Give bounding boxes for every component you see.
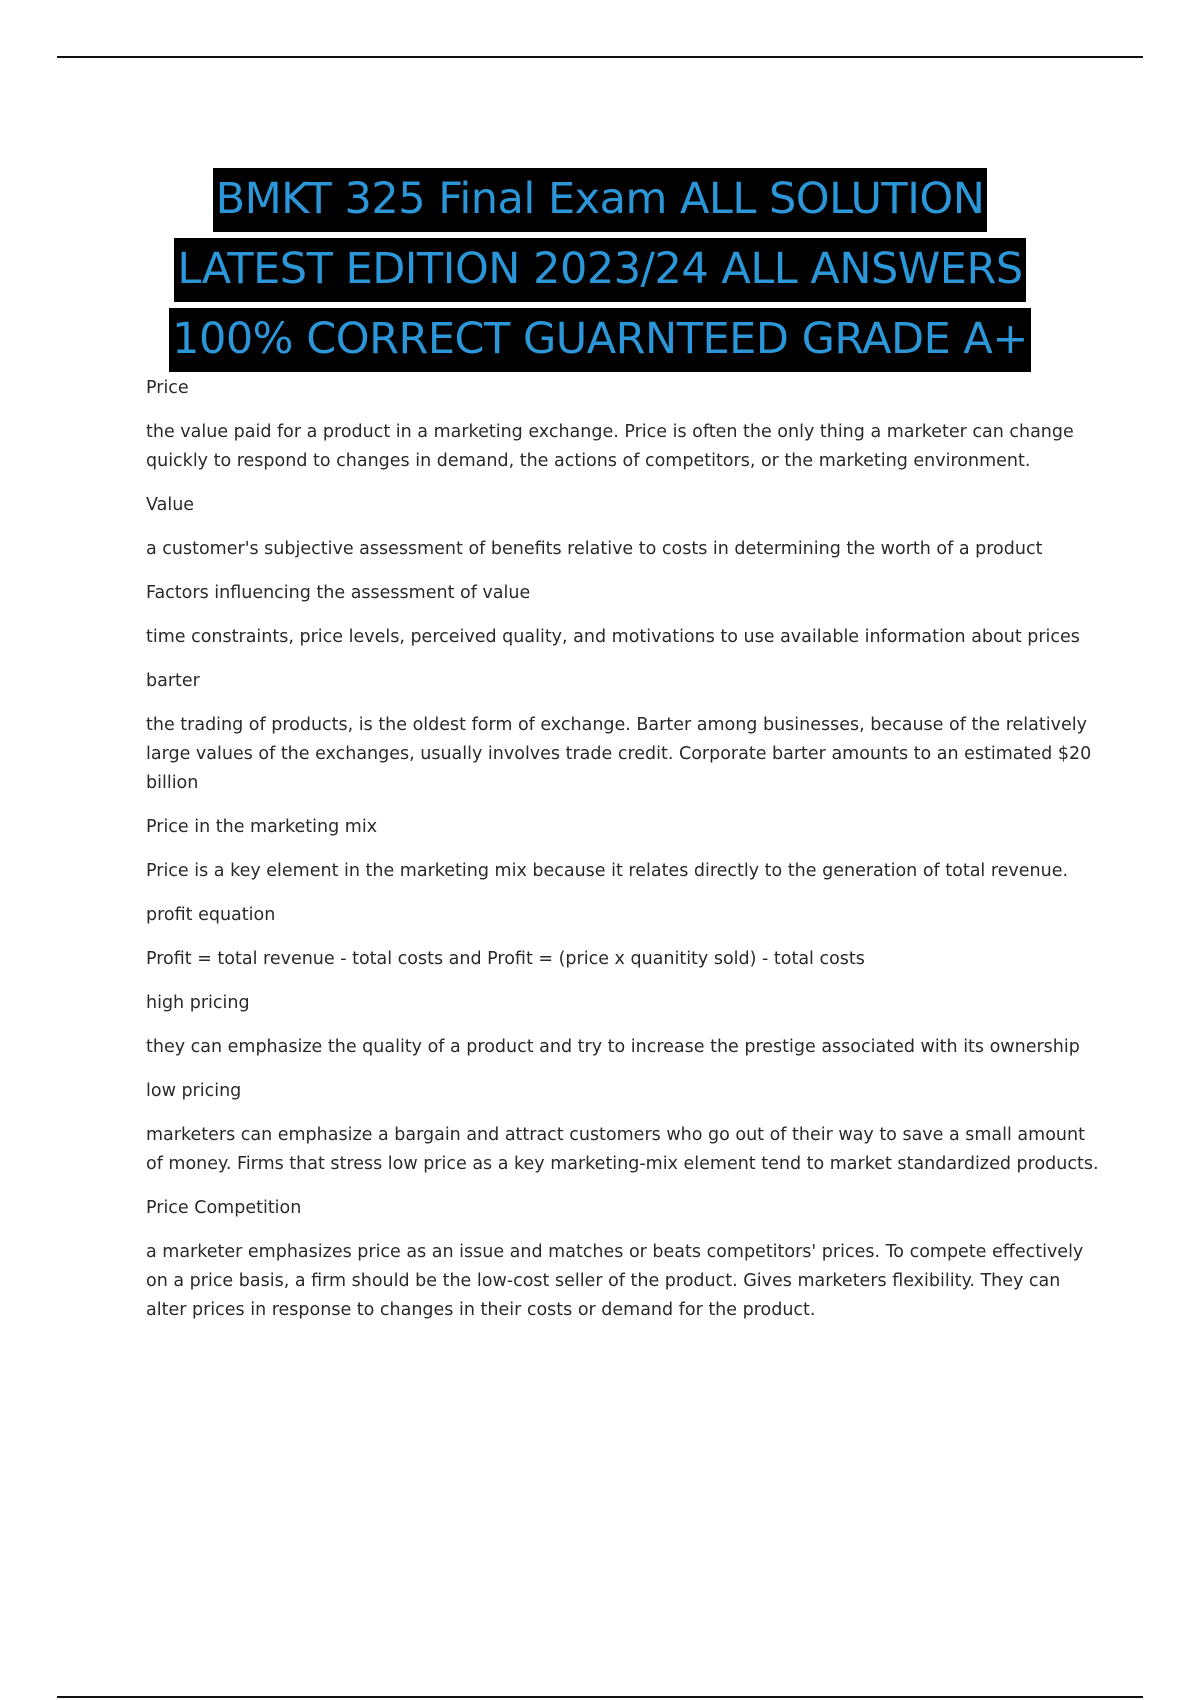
term-price-marketing-mix: Price in the marketing mix: [146, 817, 378, 837]
definition-value: a customer's subjective assessment of benefits relative to costs in determining the worth of a product: [146, 539, 1043, 559]
definition-low-pricing: marketers can emphasize a bargain and attract customers who go out of their way to save a small amount of money. Firms that stress low price as a key marketing-mix element tend to market standardized products.: [146, 1125, 1099, 1174]
document-title: [0, 168, 1200, 378]
definition-factors-value: time constraints, price levels, perceived quality, and motivations to use available information about prices: [146, 627, 1080, 647]
title-line-3: 100% CORRECT GUARNTEED GRADE A+: [169, 308, 1031, 372]
definition-price-marketing-mix: Price is a key element in the marketing mix because it relates directly to the generation of total revenue.: [146, 861, 1069, 881]
title-line-1: BMKT 325 Final Exam ALL SOLUTION: [213, 168, 988, 232]
term-value: Value: [146, 495, 195, 515]
definition-barter: the trading of products, is the oldest form of exchange. Barter among businesses, because of the relatively large values of the exchanges, usually involves trade credit. Corporate barter amounts to an estimated $20 billion: [146, 715, 1092, 793]
definition-price: the value paid for a product in a marketing exchange. Price is often the only thing a marketer can change quickly to respond to changes in demand, the actions of competitors, or the marketing environment.: [146, 422, 1074, 471]
title-line-2: LATEST EDITION 2023/24 ALL ANSWERS: [174, 238, 1025, 302]
term-factors-value: Factors influencing the assessment of value: [146, 583, 531, 603]
term-profit-equation: profit equation: [146, 905, 276, 925]
term-barter: barter: [146, 671, 200, 691]
term-low-pricing: low pricing: [146, 1081, 242, 1101]
term-price-competition: Price Competition: [146, 1198, 302, 1218]
definition-high-pricing: they can emphasize the quality of a product and try to increase the prestige associated with its ownership: [146, 1037, 1080, 1057]
qa-content: [146, 374, 1106, 1340]
definition-price-competition: a marketer emphasizes price as an issue and matches or beats competitors' prices. To compete effectively on a price basis, a firm should be the low-cost seller of the product. Gives marketers flexibility. They can alter prices in response to changes in their costs or demand for the product.: [146, 1242, 1084, 1320]
term-high-pricing: high pricing: [146, 993, 250, 1013]
bottom-rule: [57, 1696, 1143, 1698]
definition-profit-equation: Profit = total revenue - total costs and Profit = (price x quanitity sold) - total costs: [146, 949, 865, 969]
top-rule: [57, 56, 1143, 58]
term-price: Price: [146, 378, 189, 398]
